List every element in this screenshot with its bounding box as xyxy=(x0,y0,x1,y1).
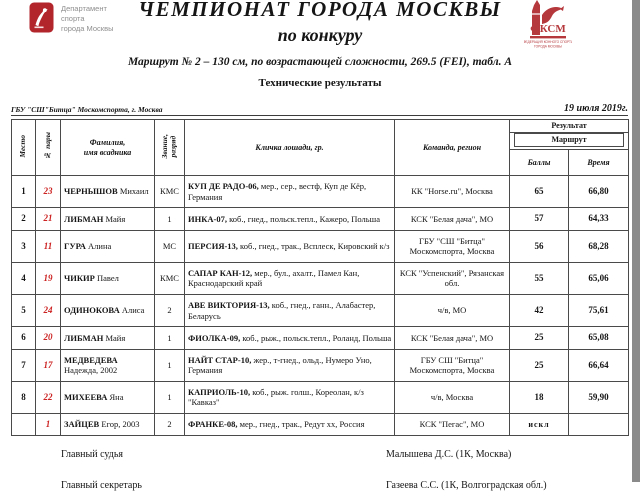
horse-cell: ПЕРСИЯ-13, коб., гнед., трак., Всплеск, Кировский к/з xyxy=(185,230,395,262)
horse-cell: ФИОЛКА-09, коб., рыж., польск.тепл., Роланд, Польша xyxy=(185,327,395,349)
table-row xyxy=(12,176,629,208)
chief-secretary-label: Главный секретарь xyxy=(61,480,142,491)
route-description: Маршрут № 2 – 130 см, по возрастающей сложности, 269.5 (FEI), табл. А xyxy=(127,56,513,69)
fksm-subtext-1: ФЕДЕРАЦИЯ КОННОГО СПОРТА xyxy=(524,40,572,44)
points-cell: 18 xyxy=(510,381,569,413)
points-cell: 42 xyxy=(510,295,569,327)
pair-number-cell: 21 xyxy=(36,208,61,230)
pair-number-cell: 24 xyxy=(36,295,61,327)
table-row xyxy=(12,327,629,349)
pair-number-cell: 19 xyxy=(36,262,61,294)
officials-block xyxy=(11,449,628,491)
rider-cell: ЛИБМАН Майя xyxy=(61,208,155,230)
col-header-route: Маршрут xyxy=(510,133,629,150)
championship-title: ЧЕМПИОНАТ ГОРОДА МОСКВЫ xyxy=(138,0,502,21)
col-header-time: Время xyxy=(569,150,629,176)
table-row xyxy=(12,295,629,327)
table-row xyxy=(12,414,629,436)
horse-cell: НАЙТ СТАР-10, жер., т-гнед., ольд., Нумеро Уно, Германия xyxy=(185,349,395,381)
rank-cell: 2 xyxy=(155,414,185,436)
rank-cell: КМС xyxy=(155,176,185,208)
place-cell: 6 xyxy=(12,327,36,349)
place-cell: 4 xyxy=(12,262,36,294)
points-cell: 25 xyxy=(510,327,569,349)
place-cell: 2 xyxy=(12,208,36,230)
col-header-rank: Звание, разряд xyxy=(155,120,185,176)
horse-cell: ИНКА-07, коб., гнед., польск.тепл., Кажеро, Польша xyxy=(185,208,395,230)
col-header-horse: Кличка лошади, гр. xyxy=(185,120,395,176)
place-cell: 5 xyxy=(12,295,36,327)
points-cell: искл xyxy=(510,414,569,436)
moscow-coat-of-arms-icon xyxy=(29,2,54,38)
rider-cell: МЕДВЕДЕВА Надежда, 2002 xyxy=(61,349,155,381)
rider-cell: ЧИКИР Павел xyxy=(61,262,155,294)
time-cell: 66,64 xyxy=(569,349,629,381)
results-table-header xyxy=(12,120,629,176)
moscow-sport-department-logo xyxy=(29,2,113,38)
rank-cell: 1 xyxy=(155,349,185,381)
chief-secretary-name: Газеева С.С. (1К, Волгоградская обл.) xyxy=(386,480,547,491)
results-table xyxy=(11,119,629,436)
points-cell: 65 xyxy=(510,176,569,208)
col-header-points: Баллы xyxy=(510,150,569,176)
horse-cell: КАПРИОЛЬ-10, коб., рыж. голш., Кореолан, к/з "Кавказ" xyxy=(185,381,395,413)
col-header-team: Команда, регион xyxy=(395,120,510,176)
svg-text:ФКСМ: ФКСМ xyxy=(530,23,566,35)
rider-cell: ЧЕРНЫШОВ Михаил xyxy=(61,176,155,208)
time-cell: 66,80 xyxy=(569,176,629,208)
points-cell: 56 xyxy=(510,230,569,262)
fksm-subtext-2: ГОРОДА МОСКВЫ xyxy=(534,44,562,49)
technical-results-label: Технические результаты xyxy=(258,77,382,90)
time-cell: 75,61 xyxy=(569,295,629,327)
time-cell: 64,33 xyxy=(569,208,629,230)
place-cell: 7 xyxy=(12,349,36,381)
points-cell: 55 xyxy=(510,262,569,294)
rank-cell: МС xyxy=(155,230,185,262)
time-cell: 65,08 xyxy=(569,327,629,349)
table-row xyxy=(12,262,629,294)
rider-cell: МИХЕЕВА Яна xyxy=(61,381,155,413)
rider-cell: ОДИНОКОВА Алиса xyxy=(61,295,155,327)
time-cell: 68,28 xyxy=(569,230,629,262)
place-cell: 1 xyxy=(12,176,36,208)
team-cell: КСК "Белая дача", МО xyxy=(395,208,510,230)
team-cell: ч/в, Москва xyxy=(395,381,510,413)
horse-cell: КУП ДЕ РАДО-06, мер., сер., вестф, Куп де Кёр, Германия xyxy=(185,176,395,208)
team-cell: ГБУ "СШ "Битца" Москомспорта, Москва xyxy=(395,230,510,262)
table-row xyxy=(12,230,629,262)
pair-number-cell: 1 xyxy=(36,414,61,436)
rank-cell: 1 xyxy=(155,381,185,413)
document-header xyxy=(0,0,640,97)
rider-cell: ЗАЙЦЕВ Егор, 2003 xyxy=(61,414,155,436)
place-cell xyxy=(12,414,36,436)
chief-judge-label: Главный судья xyxy=(61,449,124,461)
venue-text: ГБУ "СШ"Битца" Москомспорта, г. Москва xyxy=(11,105,163,114)
results-body xyxy=(12,176,629,436)
chief-judge-name: Малышева Д.С. (1К, Москва) xyxy=(386,449,512,461)
points-cell: 25 xyxy=(510,349,569,381)
horse-cell: АВЕ ВИКТОРИЯ-13, коб., гнед., ганн., Алабастер, Беларусь xyxy=(185,295,395,327)
horse-cell: ФРАНКЕ-08, мер., гнед., трак., Редут хх, Россия xyxy=(185,414,395,436)
team-cell: ГБУ СШ "Битца" Москомспорта, Москва xyxy=(395,349,510,381)
col-header-place: Место xyxy=(12,120,36,176)
time-cell: 59,90 xyxy=(569,381,629,413)
points-cell: 57 xyxy=(510,208,569,230)
pair-number-cell: 22 xyxy=(36,381,61,413)
team-cell: КСК "Успенский", Рязанская обл. xyxy=(395,262,510,294)
col-header-result: Результат xyxy=(510,120,629,133)
team-cell: КСК "Белая дача", МО xyxy=(395,327,510,349)
col-header-rider: Фамилия, имя всадника xyxy=(61,120,155,176)
table-row xyxy=(12,381,629,413)
dept-logo-text: Департамент спорта города Москвы xyxy=(61,4,114,33)
place-cell: 3 xyxy=(12,230,36,262)
team-cell: ч/в, МО xyxy=(395,295,510,327)
fksm-federation-logo xyxy=(524,0,572,62)
rank-cell: 1 xyxy=(155,327,185,349)
col-header-pair-number: № пары xyxy=(36,120,61,176)
venue-date-line xyxy=(11,103,628,116)
horse-cell: САПАР КАН-12, мер., бул., ахалт., Памел Кан, Краснодарский край xyxy=(185,262,395,294)
pair-number-cell: 20 xyxy=(36,327,61,349)
pair-number-cell: 23 xyxy=(36,176,61,208)
rank-cell: 2 xyxy=(155,295,185,327)
table-row xyxy=(12,349,629,381)
rider-cell: ГУРА Алина xyxy=(61,230,155,262)
time-cell: 65,06 xyxy=(569,262,629,294)
rider-cell: ЛИБМАН Майя xyxy=(61,327,155,349)
pair-number-cell: 11 xyxy=(36,230,61,262)
discipline-subtitle: по конкуру xyxy=(277,25,363,46)
team-cell: КК "Horse.ru", Москва xyxy=(395,176,510,208)
team-cell: КСК "Пегас", МО xyxy=(395,414,510,436)
event-date: 19 июля 2019г. xyxy=(564,103,628,114)
table-row xyxy=(12,208,629,230)
rank-cell: КМС xyxy=(155,262,185,294)
pair-number-cell: 17 xyxy=(36,349,61,381)
place-cell: 8 xyxy=(12,381,36,413)
window-right-edge xyxy=(632,0,640,482)
rank-cell: 1 xyxy=(155,208,185,230)
time-cell xyxy=(569,414,629,436)
